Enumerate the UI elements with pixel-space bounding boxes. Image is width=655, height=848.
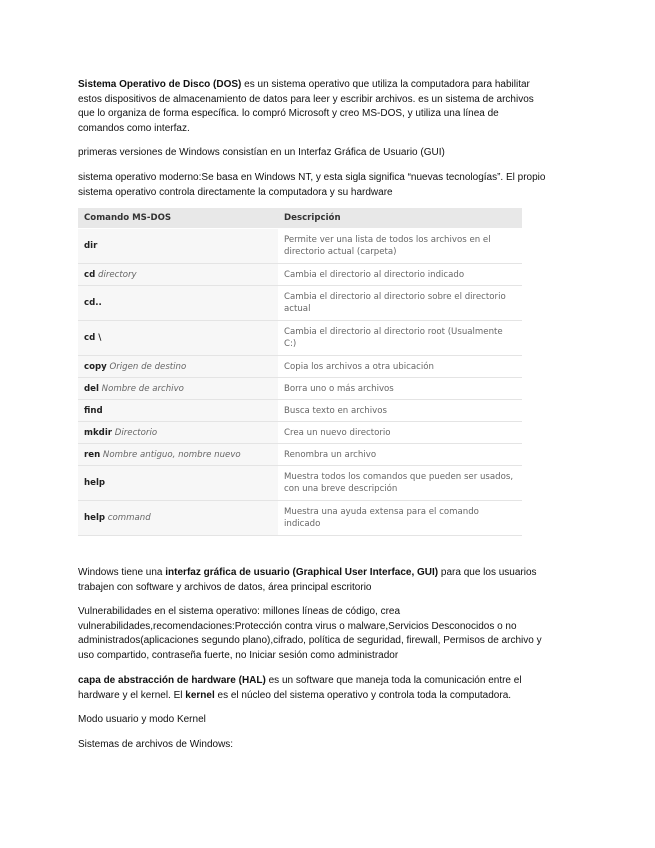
command-argument: Directorio <box>114 427 158 438</box>
modes-paragraph: Modo usuario y modo Kernel <box>78 714 206 725</box>
table-row <box>78 501 522 536</box>
command-name: cd \ <box>84 333 102 343</box>
command-argument: Nombre de archivo <box>101 383 184 394</box>
hal-paragraph: capa de abstracción de hardware (HAL) es un software que maneja toda la comunicación entre el hardware y el kernel. El kernel es el núcleo del sistema operativo y controla toda la computadora. <box>78 675 522 701</box>
command-name: dir <box>84 241 98 251</box>
command-name: ren <box>84 449 101 460</box>
table-header-row <box>78 208 522 229</box>
table-row <box>78 400 522 422</box>
filesystems-paragraph: Sistemas de archivos de Windows: <box>78 739 234 750</box>
table-row <box>78 229 522 264</box>
command-name: help <box>84 478 106 488</box>
command-name: cd <box>84 269 96 280</box>
column-header-command: Comando MS-DOS <box>78 208 278 229</box>
command-argument: directory <box>97 269 137 280</box>
command-cell <box>78 378 278 400</box>
command-cell <box>78 444 278 466</box>
table-row <box>78 378 522 400</box>
column-header-description: Descripción <box>278 208 522 229</box>
command-cell <box>78 229 278 264</box>
command-cell <box>78 356 278 378</box>
command-argument: command <box>107 513 151 523</box>
description-cell: Renombra un archivo <box>278 444 522 466</box>
command-cell <box>78 321 278 356</box>
table-row <box>78 466 522 501</box>
command-name: find <box>84 405 103 416</box>
dos-paragraph: Sistema Operativo de Disco (DOS) es un sistema operativo que utiliza la computadora para habilitar estos dispositivos de almacenamiento de datos para leer y escribir archivos. es un sistema de archivos que lo organiza de forma específica. lo compró Microsoft y creo MS-DOS, y utiliza una línea de comandos como interfaz. <box>78 79 534 134</box>
command-name: help <box>84 513 106 523</box>
command-cell <box>78 422 278 444</box>
table-row <box>78 422 522 444</box>
table-body <box>78 229 522 536</box>
windows-gui-paragraph: primeras versiones de Windows consistían en un Interfaz Gráfica de Usuario (GUI) <box>78 147 445 158</box>
table-row <box>78 286 522 321</box>
ms-dos-commands-table <box>78 208 522 536</box>
description-cell: Muestra una ayuda extensa para el comando indicado <box>278 501 522 536</box>
description-cell: Copia los archivos a otra ubicación <box>278 356 522 378</box>
command-name: mkdir <box>84 427 113 438</box>
hal-term: capa de abstracción de hardware (HAL) <box>78 675 266 686</box>
table-row <box>78 444 522 466</box>
command-cell <box>78 501 278 536</box>
table-row <box>78 321 522 356</box>
description-cell: Borra uno o más archivos <box>278 378 522 400</box>
modern-os-paragraph: sistema operativo moderno:Se basa en Windows NT, y esta sigla significa “nuevas tecnologías”. El propio sistema operativo controla directamente la computadora y su hardware <box>78 172 546 198</box>
command-name: cd.. <box>84 298 102 308</box>
table-row <box>78 356 522 378</box>
command-name: copy <box>84 361 107 372</box>
command-cell <box>78 264 278 286</box>
description-cell: Permite ver una lista de todos los archivos en el directorio actual (carpeta) <box>278 229 522 264</box>
kernel-term: kernel <box>185 689 215 701</box>
description-cell: Muestra todos los comandos que pueden ser usados, con una breve descripción <box>278 466 522 501</box>
command-name: del <box>84 383 99 394</box>
command-cell <box>78 400 278 422</box>
description-cell: Busca texto en archivos <box>278 400 522 422</box>
command-cell <box>78 286 278 321</box>
description-cell: Crea un nuevo directorio <box>278 422 522 444</box>
description-cell: Cambia el directorio al directorio sobre el directorio actual <box>278 286 522 321</box>
table-row <box>78 264 522 286</box>
description-cell: Cambia el directorio al directorio indicado <box>278 264 522 286</box>
dos-term: Sistema Operativo de Disco (DOS) <box>78 79 242 90</box>
windows-interface-paragraph: Windows tiene una interfaz gráfica de usuario (Graphical User Interface, GUI) para que los usuarios trabajen con software y archivos de datos, área principal escritorio <box>78 567 537 593</box>
vulnerabilities-paragraph: Vulnerabilidades en el sistema operativo: millones líneas de código, crea vulnerabilidades,recomendaciones:Protección contra virus o malware,Servicios Desconocidos o no administrados(aplicaciones segundo plano),cifrado, política de seguridad, firewall, Permisos de archivo y uso compartido, contraseña fuerte, no Iniciar sesión como administrador <box>78 606 542 661</box>
command-cell <box>78 466 278 501</box>
description-cell: Cambia el directorio al directorio root (Usualmente C:) <box>278 321 522 356</box>
command-argument: Nombre antiguo, nombre nuevo <box>102 449 241 460</box>
command-argument: Origen de destino <box>109 361 187 372</box>
